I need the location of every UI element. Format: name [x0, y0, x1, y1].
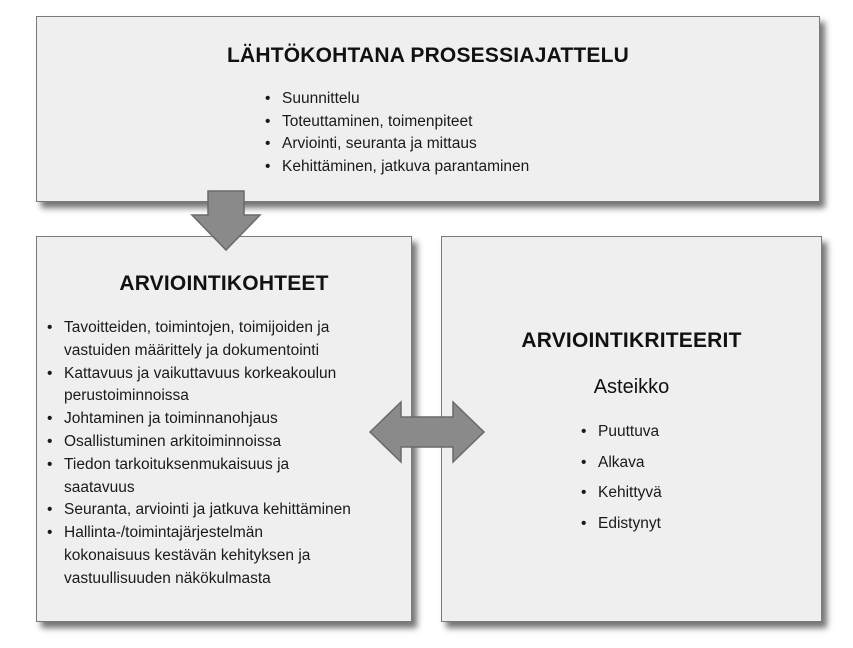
bullet-icon: • [47, 455, 53, 473]
list-item [43, 317, 409, 363]
arrow-left-right-icon [368, 400, 486, 464]
list-item-line: Hallinta-/toimintajärjestelmän [64, 524, 263, 542]
list-item [261, 156, 529, 179]
process-steps-list [261, 88, 529, 178]
arrow-down-icon [190, 189, 262, 253]
scale-subtitle: Asteikko [593, 376, 670, 398]
bullet-icon: • [265, 112, 271, 130]
list-item [43, 454, 409, 500]
list-item [577, 417, 662, 448]
list-item [577, 509, 662, 540]
list-item-line: Tavoitteiden, toimintojen, toimijoiden ja [64, 319, 330, 336]
list-item-line: Osallistuminen arkitoiminnoissa [64, 432, 282, 450]
scale-levels-list [577, 417, 662, 539]
list-item-line: Johtaminen ja toiminnanohjaus [64, 410, 278, 428]
list-item [261, 111, 529, 134]
list-item-line: vastuullisuuden näkökulmasta [64, 569, 271, 587]
list-item-text: Alkava [598, 453, 645, 471]
list-item [43, 408, 409, 431]
list-item-line: vastuiden määrittely ja dokumentointi [64, 341, 320, 359]
process-thinking-box [36, 16, 820, 202]
list-item-line: Kattavuus ja vaikuttavuus korkeakoulun [64, 364, 337, 382]
list-item-text: Toteuttaminen, toimenpiteet [282, 112, 473, 130]
list-item-line: perustoiminnoissa [64, 387, 189, 405]
list-item [577, 448, 662, 479]
evaluation-criteria-title: ARVIOINTIKRITEERIT [521, 329, 742, 352]
bullet-icon: • [47, 319, 53, 336]
list-item-text: Kehittäminen, jatkuva parantaminen [282, 157, 530, 175]
list-item-text: Arviointi, seuranta ja mittaus [282, 135, 477, 152]
list-item [261, 88, 529, 111]
list-item-text: Puuttuva [598, 423, 660, 440]
list-item-line: Seuranta, arviointi ja jatkuva kehittäminen [64, 501, 351, 519]
list-item [43, 522, 409, 590]
bullet-icon: • [265, 157, 271, 175]
bullet-icon: • [47, 501, 53, 519]
list-item-line: saatavuus [64, 478, 135, 496]
list-item-text: Kehittyvä [598, 484, 662, 501]
bullet-icon: • [581, 514, 587, 532]
bullet-icon: • [581, 453, 587, 471]
list-item [43, 499, 409, 522]
bullet-icon: • [47, 432, 53, 450]
list-item [43, 431, 409, 454]
bullet-icon: • [581, 423, 587, 440]
evaluation-criteria-box [441, 236, 822, 622]
list-item [43, 363, 409, 409]
bullet-icon: • [265, 90, 271, 107]
bullet-icon: • [47, 524, 53, 542]
evaluation-targets-box [36, 236, 412, 622]
list-item [577, 478, 662, 509]
list-item-line: kokonaisuus kestävän kehityksen ja [64, 546, 311, 564]
evaluation-targets-title: ARVIOINTIKOHTEET [119, 272, 329, 295]
list-item [261, 133, 529, 156]
list-item-text: Suunnittelu [282, 90, 360, 107]
list-item-text: Edistynyt [598, 514, 661, 532]
bullet-icon: • [581, 484, 587, 501]
evaluation-targets-list [43, 317, 409, 591]
bullet-icon: • [47, 410, 53, 428]
bullet-icon: • [47, 364, 53, 382]
list-item-line: Tiedon tarkoituksenmukaisuus ja [64, 455, 290, 473]
bullet-icon: • [265, 135, 271, 152]
process-thinking-title: LÄHTÖKOHTANA PROSESSIAJATTELU [226, 44, 630, 67]
